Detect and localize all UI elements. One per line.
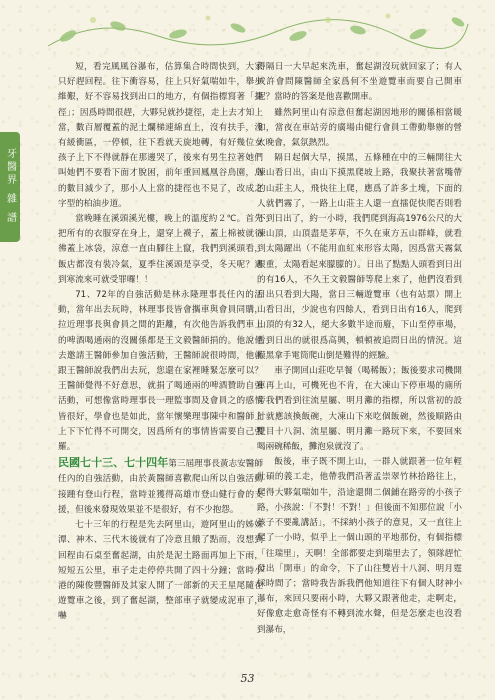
section-paragraph (58, 455, 263, 518)
side-tab-label: 牙醫界 雜 譜 (4, 148, 16, 226)
paragraph: 71、72年的自強活動是林永隆理事長任內的活動，當年出去玩時，林理事長皆會攜車與會員同購，拉近理事長與會員之間的距離，有次他告訴我們車上的啤酒喝通兩的沒關係都是王文毅醫師捐的。他說他去邀請王醫師參加自強活動，王醫師說很時間，他就跟王醫師說我們出去玩，您還在家裡睡緊怎麼可以？王醫師覺得不好意思，就捐了喝通兩的啤酒贊助自強活動，可想像當時理事長一理監事間及會員之的感情皆很好，學會也是如此，當年懷樂理事陳中和醫師上上下下忙得不可開交，因爲所有的事情皆需要自己張羅。 (58, 290, 263, 453)
right-column (257, 60, 462, 638)
header-leaf-decoration (38, 6, 478, 54)
paragraph-text: 第三屆理事長黃志安醫師任內的自強活動，由於黃醫師喜歡爬山所以自強活動接踵有登山行程，當時並獲得高雄市登山健行會的支援，但後來發現效果並不是很好，有不少抱怨。 (58, 459, 263, 515)
section-heading: 民國七十三、七十四年 (58, 456, 169, 470)
paragraph: 隔日起個大早，摸黑，五條種在中的三輛開往大凍山看日出，由山下摸黑爬坡上路，我聚扶著當嘴帶的山莊主人，飛快往上爬，應爲了許多土塊，下面的人就們霧了，一路上山莊主人還一直擂促快爬否則看不到日出了，約一小時，我們爬到海高1976公尺的大凍山頂，山頂盡是茅草，不久在東方五山群峰，就看到太陽躍出（不能用血紅來形容太陽，因爲當天霧氣很重，太陽看起來朦朦的）。日出了點點人頭看到日出的有16人，不久王文毅醫師等爬上來了，他們沒看到日出只看到大陽，當日三輛遊覽車（也有站票）開上山看日出，少說也有四餘人，看到日出有16人，爬到山頂的有32人，絕大多數半途而廢，下山至停車場，看到日出的就很爲高興，頓頓被追問日出的情況。這摸黑拿手電筒爬山倒是難得的經驗。 (257, 153, 462, 361)
paragraph: 七十三年的行程是先去阿里山，遊阿里山的姊妹潭、神木、三代木後就有了冷意且餓了點而，沒想到回程由石桌至奮起湖，由於是泥土路面再加上下雨，短短五公里，車子走走停停共開了四十分鐘；當時小港的陳俊豐醫師及其家人開了一部新的天王星尾隨在遊覽車之後，到了奮起湖，整部車子就變成泥車了，嚇 (58, 520, 263, 622)
paragraph: 雖然阿里山有涼意但奮起湖因地形的關係相當暖和，當夜在車站旁的廣場由健行會員工帶動舉辦的營火晚會，氣氛熱烈。 (257, 107, 462, 149)
paragraph: 短，看完風風谷瀑布，估算集合時間快到，大家只好趕回程。往下衝容易，往上只好氣喘如牛，舉步維艱，好不容易找到出口的地方，有個指標寫著「捷徑」；因爲時間很趕，大夥兒就抄捷徑，走上去才知上當，數百層覆蓋的泥土爛梯連綿直上，沒有扶手，沒有緩衝區，一停頓，往下看就天旋地轉，有好幾位女孩子上下不得就靜在那邊哭了，後來有男生拉著她們叫她們不要看下面才脫困，前年重回鳳凰谷鳥園，鳥的數目減少了，那小人上當的捷徑也不見了，改成之字型的柏油步道。 (58, 62, 263, 209)
paragraph: 飯後，車子既不開上山，一群人就跟著一位年輕壯碩的義工走，他帶我們沿著孟崇翠竹林拾路往上，爬得大夥氣喘如牛，沿途還開二個鋪在路旁的小孩子路，小孩說：「不對！不對！」但後面不知那位說「小孩子不要亂講話」，不採納小孩子的意見，又一直往上爬了一小時，似乎上一個山頭的平地那份，有個指標「往瑞里」，天啊！全部都要走到瑞里去了，領隊趕忙發出「開車」的命令，下了山往雙岩十八洞、明月霆採時間了；當時我告訴我們他知道往下有個人財神小瀑布，來回只要兩小時，大夥又跟著他走，走啊走，好像愈走愈奇怪有不轉到流水聲，但是怎麼走也沒看到瀑布， (257, 457, 462, 635)
paragraph: 得隔日一大早起來洗車，奮起湖沒玩就回家了；有人或許會問陳醫師全家爲何不坐遊覽車而要自己開車呢？當時的答案是他喜歡開車。 (257, 62, 462, 103)
left-column (58, 60, 263, 625)
page-number: 53 (240, 672, 255, 685)
paragraph: 當晚睡在溪頭溪光樓，晚上的溫度約２℃。首先把所有的衣服穿在身上，還穿上襪子，蓋上棉被就彷彿蓋上冰袋，涼意一直由腳往上竄，我們到溪頭看，飯店都沒有裝冷氣，夏季住溪頭是享受，冬天呢？遇到寒流來可就受罪囉！！ (58, 214, 263, 285)
section-side-tab (0, 132, 20, 242)
paragraph: 車子開回山莊吃早餐（喝稀飯）；飯後要求司機開車再上山，可機死也不肯，在大凍山下停車場的廁所旁我們看到往流星屬、明月灘的指標，所以當初的設計就應該換飯碗，大凍山下來吃個飯碗，然後順路由雙目十八洞、流星屬、明月灘一路玩下來，不要回來喝兩碗稀飯，攤泡泉就沒了。 (257, 366, 462, 453)
